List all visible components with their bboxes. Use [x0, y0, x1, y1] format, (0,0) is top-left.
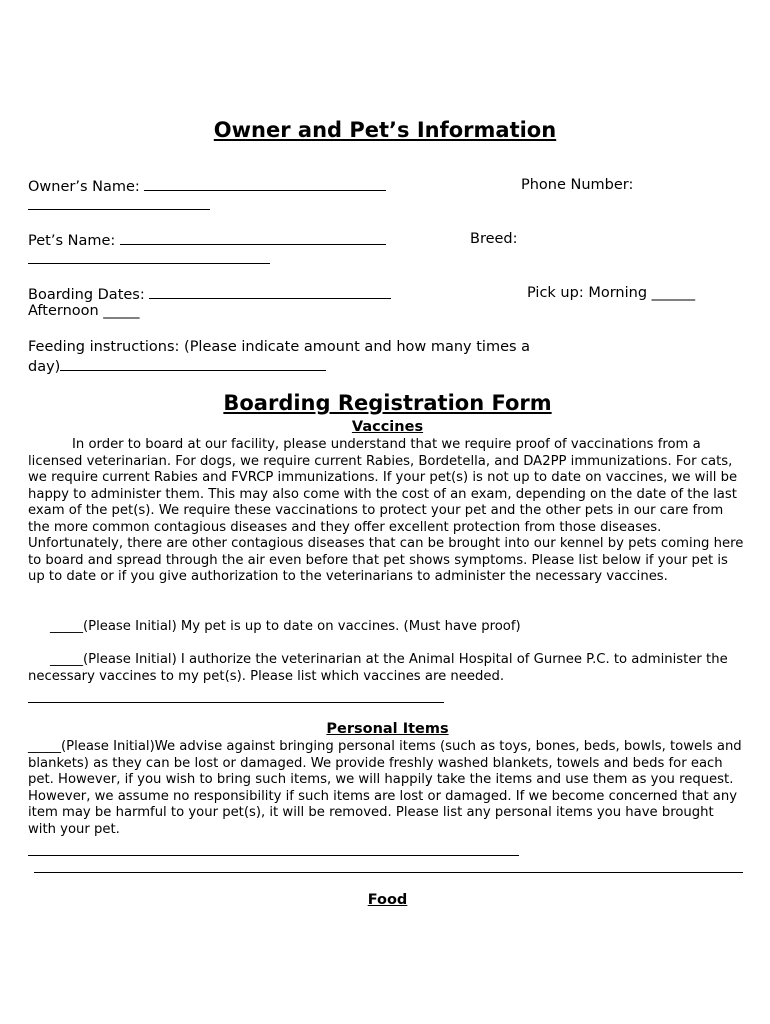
vaccines-paragraph: In order to board at our facility, please understand that we require proof of vaccinations from a licensed veterinarian. For dogs, we require current Rabies, Bordetella, and DA2PP immunizations. For cats, we require current Rabies and FVRCP immunizations. If your pet(s) is not up to date on vaccines, we will be happy to administer them. This may also come with the cost of an exam, depending on the date of the last exam of the pet(s). We require these vaccinations to protect your pet and the other pets in our care from the more common contagious diseases and they offer excellent protection from those diseases. Unfortunately, there are other contagious diseases that can be brought into our kennel by pets coming here to board and spread through the air even before that pet shows symptoms. Please list below if your pet is up to date or if you give authorization to the veterinarians to administer the necessary vaccines. — [28, 437, 744, 584]
boarding-dates-field[interactable] — [28, 284, 391, 304]
initial-authorize[interactable]: _____(Please Initial) I authorize the veterinarian at the Animal Hospital of Gurnee P.C. to administer the necessary vaccines to my pet(s). Please list which vaccines are needed. — [28, 652, 728, 684]
owner-section-title: Owner and Pet’s Information — [213, 118, 557, 142]
personal-items-paragraph[interactable]: _____(Please Initial)We advise against bringing personal items (such as toys, bones, beds, bowls, towels and blankets) as they can be lost or damaged. We provide freshly washed blankets, towels and beds for each pet. However, if you wish to bring such items, we will happily take the items and use them as you request. However, we assume no responsibility if such items are lost or damaged. If we become concerned that any item may be harmful to your pet(s), it will be removed. Please list any personal items you have brought with your pet. — [28, 739, 742, 837]
feeding-instructions-field[interactable] — [28, 356, 326, 376]
pet-name-field[interactable] — [28, 230, 386, 250]
owner-name-label: Owner’s Name: — [28, 179, 140, 195]
boarding-dates-label: Boarding Dates: — [28, 287, 145, 303]
feeding-instructions-blank[interactable] — [60, 356, 326, 371]
food-heading: Food — [367, 892, 408, 908]
boarding-dates-blank[interactable] — [149, 284, 391, 299]
initial-up-to-date[interactable]: _____(Please Initial) My pet is up to date on vaccines. (Must have proof) — [50, 619, 521, 634]
feeding-instructions-label: Feeding instructions: (Please indicate amount and how many times a — [28, 339, 531, 355]
pet-name-label: Pet’s Name: — [28, 233, 116, 249]
personal-items-heading: Personal Items — [326, 721, 449, 737]
vaccines-needed-blank[interactable] — [28, 702, 444, 703]
section-divider — [34, 872, 743, 873]
feeding-instructions-label-cont: day) — [28, 359, 61, 375]
pet-name-blank[interactable] — [120, 230, 386, 245]
phone-number-blank[interactable] — [28, 209, 210, 210]
phone-number-label: Phone Number: — [521, 177, 634, 193]
owner-name-field[interactable] — [28, 176, 386, 196]
owner-name-blank[interactable] — [144, 176, 386, 191]
pickup-afternoon-label: Afternoon _____ — [28, 303, 140, 319]
pickup-morning-label: Pick up: Morning ______ — [527, 285, 696, 301]
personal-items-blank[interactable] — [28, 855, 519, 856]
breed-label: Breed: — [470, 231, 518, 247]
vaccines-heading: Vaccines — [351, 419, 424, 435]
boarding-form-title: Boarding Registration Form — [223, 391, 552, 415]
breed-blank[interactable] — [28, 263, 270, 264]
